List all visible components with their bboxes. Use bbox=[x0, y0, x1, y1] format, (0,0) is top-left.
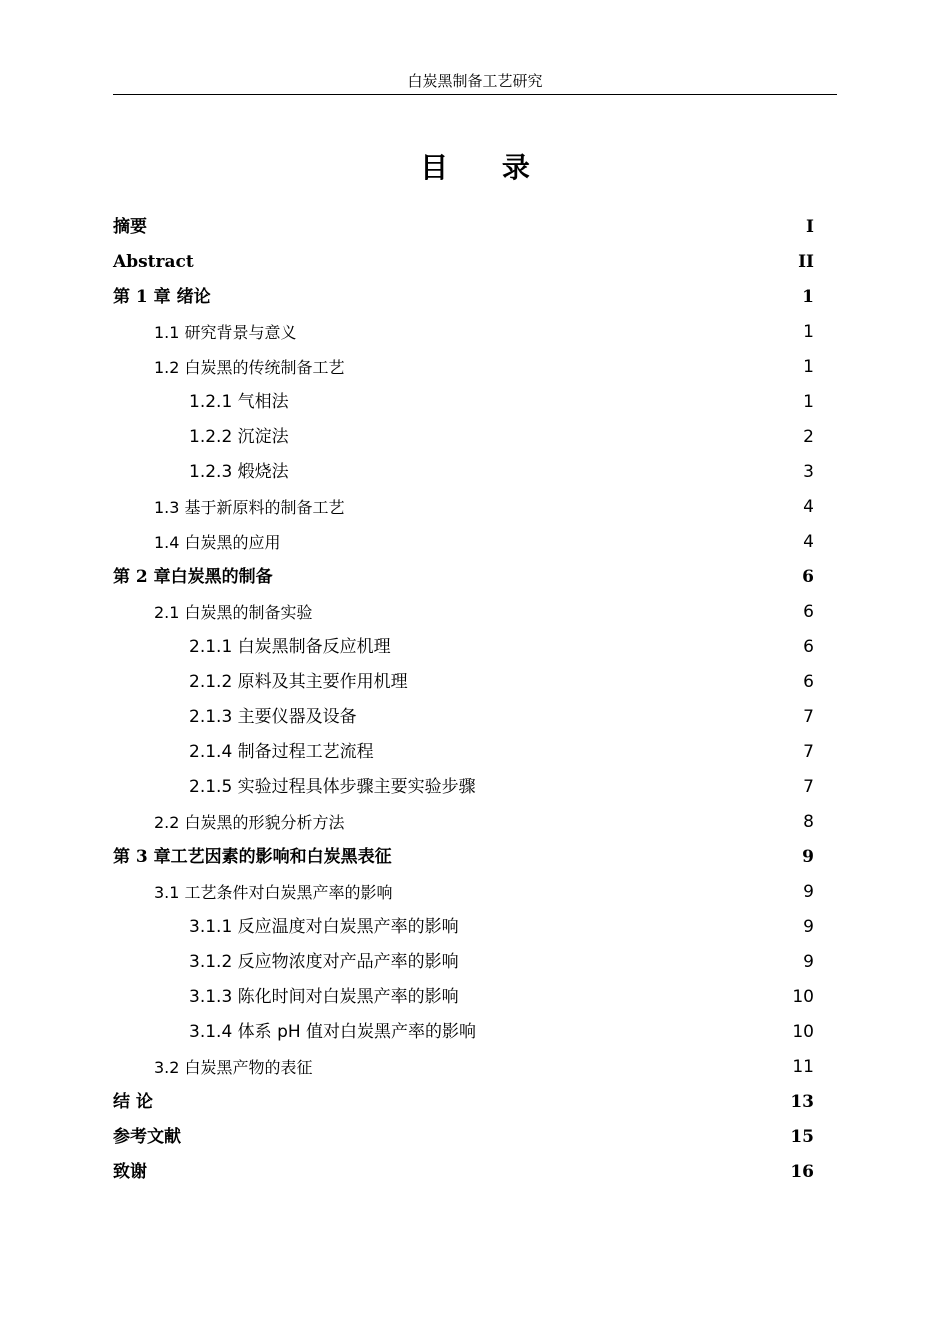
toc-entry[interactable] bbox=[113, 385, 814, 420]
toc-entry[interactable] bbox=[113, 840, 814, 875]
toc-entry-label: 1.2.1 气相法 bbox=[189, 392, 289, 412]
toc-entry-label: 2.1.5 实验过程具体步骤主要实验步骤 bbox=[189, 777, 476, 797]
toc-entry-label: 致谢 bbox=[113, 1162, 147, 1182]
toc-entry-label: 2.2 白炭黑的形貌分析方法 bbox=[154, 813, 345, 832]
toc-entry-page-number: 9 bbox=[803, 952, 814, 972]
toc-entry-page-number: 2 bbox=[803, 427, 814, 447]
toc-entry-page-number: 10 bbox=[792, 1022, 814, 1042]
toc-entry-page-number: 15 bbox=[790, 1127, 814, 1147]
toc-entry-page-number: 9 bbox=[803, 882, 814, 902]
toc-entry-label: 1.2.3 煅烧法 bbox=[189, 462, 289, 482]
toc-entry[interactable] bbox=[113, 420, 814, 455]
toc-entry-label: 3.2 白炭黑产物的表征 bbox=[154, 1058, 313, 1077]
toc-entry[interactable] bbox=[113, 1155, 814, 1190]
toc-entry[interactable] bbox=[113, 350, 814, 385]
toc-entry-label: 1.2.2 沉淀法 bbox=[189, 427, 289, 447]
toc-entry-label: 第 3 章工艺因素的影响和白炭黑表征 bbox=[113, 847, 392, 867]
toc-entry[interactable] bbox=[113, 245, 814, 280]
toc-entry-label: Abstract bbox=[113, 252, 194, 272]
running-header: 白炭黑制备工艺研究 bbox=[407, 72, 543, 90]
toc-entry-page-number: 7 bbox=[803, 707, 814, 727]
toc-entry-page-number: 11 bbox=[792, 1057, 814, 1077]
toc-entry-page-number: 9 bbox=[802, 847, 814, 867]
toc-entry-page-number: 4 bbox=[803, 532, 814, 552]
toc-entry-label: 参考文献 bbox=[113, 1127, 181, 1147]
toc-entry-label: 3.1.4 体系 pH 值对白炭黑产率的影响 bbox=[189, 1022, 477, 1042]
toc-entry[interactable] bbox=[113, 910, 814, 945]
toc-entry-label: 3.1.3 陈化时间对白炭黑产率的影响 bbox=[189, 987, 459, 1007]
toc-entry[interactable] bbox=[113, 490, 814, 525]
toc-entry[interactable] bbox=[113, 1015, 814, 1050]
toc-entry[interactable] bbox=[113, 560, 814, 595]
toc-entry-page-number: 13 bbox=[790, 1092, 814, 1112]
toc-entry-page-number: II bbox=[798, 252, 814, 272]
toc-entry-page-number: 8 bbox=[803, 812, 814, 832]
toc-entry-label: 3.1.1 反应温度对白炭黑产率的影响 bbox=[189, 917, 459, 937]
toc-entry-label: 2.1.3 主要仪器及设备 bbox=[189, 707, 357, 727]
toc-entry-page-number: 16 bbox=[790, 1162, 814, 1182]
toc-entry-label: 2.1 白炭黑的制备实验 bbox=[154, 603, 313, 622]
toc-entry-label: 摘要 bbox=[113, 217, 147, 237]
toc-entry[interactable] bbox=[113, 1120, 814, 1155]
toc-entry-page-number: 4 bbox=[803, 497, 814, 517]
table-of-contents bbox=[113, 210, 814, 1190]
toc-entry[interactable] bbox=[113, 280, 814, 315]
toc-entry-page-number: 1 bbox=[803, 322, 814, 342]
toc-entry-page-number: 7 bbox=[803, 777, 814, 797]
toc-entry-page-number: 1 bbox=[802, 287, 814, 307]
toc-entry[interactable] bbox=[113, 595, 814, 630]
toc-entry-page-number: 9 bbox=[803, 917, 814, 937]
toc-entry-label: 1.4 白炭黑的应用 bbox=[154, 533, 281, 552]
toc-entry[interactable] bbox=[113, 805, 814, 840]
toc-entry[interactable] bbox=[113, 770, 814, 805]
toc-entry-label: 1.2 白炭黑的传统制备工艺 bbox=[154, 358, 345, 377]
toc-entry[interactable] bbox=[113, 700, 814, 735]
toc-title: 目 录 bbox=[420, 151, 552, 184]
toc-entry-label: 2.1.1 白炭黑制备反应机理 bbox=[189, 637, 391, 657]
toc-entry-page-number: 1 bbox=[803, 392, 814, 412]
toc-entry-page-number: I bbox=[806, 217, 814, 237]
toc-entry-page-number: 6 bbox=[802, 567, 814, 587]
toc-entry-label: 3.1 工艺条件对白炭黑产率的影响 bbox=[154, 883, 393, 902]
toc-entry[interactable] bbox=[113, 630, 814, 665]
toc-entry-page-number: 6 bbox=[803, 672, 814, 692]
toc-entry-page-number: 6 bbox=[803, 637, 814, 657]
toc-entry-page-number: 7 bbox=[803, 742, 814, 762]
toc-entry[interactable] bbox=[113, 665, 814, 700]
toc-entry-page-number: 1 bbox=[803, 357, 814, 377]
toc-entry[interactable] bbox=[113, 210, 814, 245]
toc-entry-label: 1.3 基于新原料的制备工艺 bbox=[154, 498, 345, 517]
toc-entry-page-number: 6 bbox=[803, 602, 814, 622]
toc-entry[interactable] bbox=[113, 1085, 814, 1120]
toc-entry-label: 3.1.2 反应物浓度对产品产率的影响 bbox=[189, 952, 459, 972]
toc-entry[interactable] bbox=[113, 945, 814, 980]
toc-entry[interactable] bbox=[113, 980, 814, 1015]
toc-entry-label: 第 1 章 绪论 bbox=[113, 287, 211, 307]
toc-entry[interactable] bbox=[113, 1050, 814, 1085]
toc-entry-label: 2.1.2 原料及其主要作用机理 bbox=[189, 672, 408, 692]
toc-entry[interactable] bbox=[113, 875, 814, 910]
toc-entry[interactable] bbox=[113, 735, 814, 770]
toc-entry-label: 2.1.4 制备过程工艺流程 bbox=[189, 742, 374, 762]
toc-entry[interactable] bbox=[113, 525, 814, 560]
toc-entry-label: 1.1 研究背景与意义 bbox=[154, 323, 297, 342]
header-divider bbox=[113, 94, 837, 95]
toc-entry-label: 第 2 章白炭黑的制备 bbox=[113, 567, 273, 587]
toc-entry-page-number: 3 bbox=[803, 462, 814, 482]
toc-entry-page-number: 10 bbox=[792, 987, 814, 1007]
toc-entry[interactable] bbox=[113, 455, 814, 490]
toc-entry-label: 结 论 bbox=[113, 1092, 153, 1112]
toc-entry[interactable] bbox=[113, 315, 814, 350]
